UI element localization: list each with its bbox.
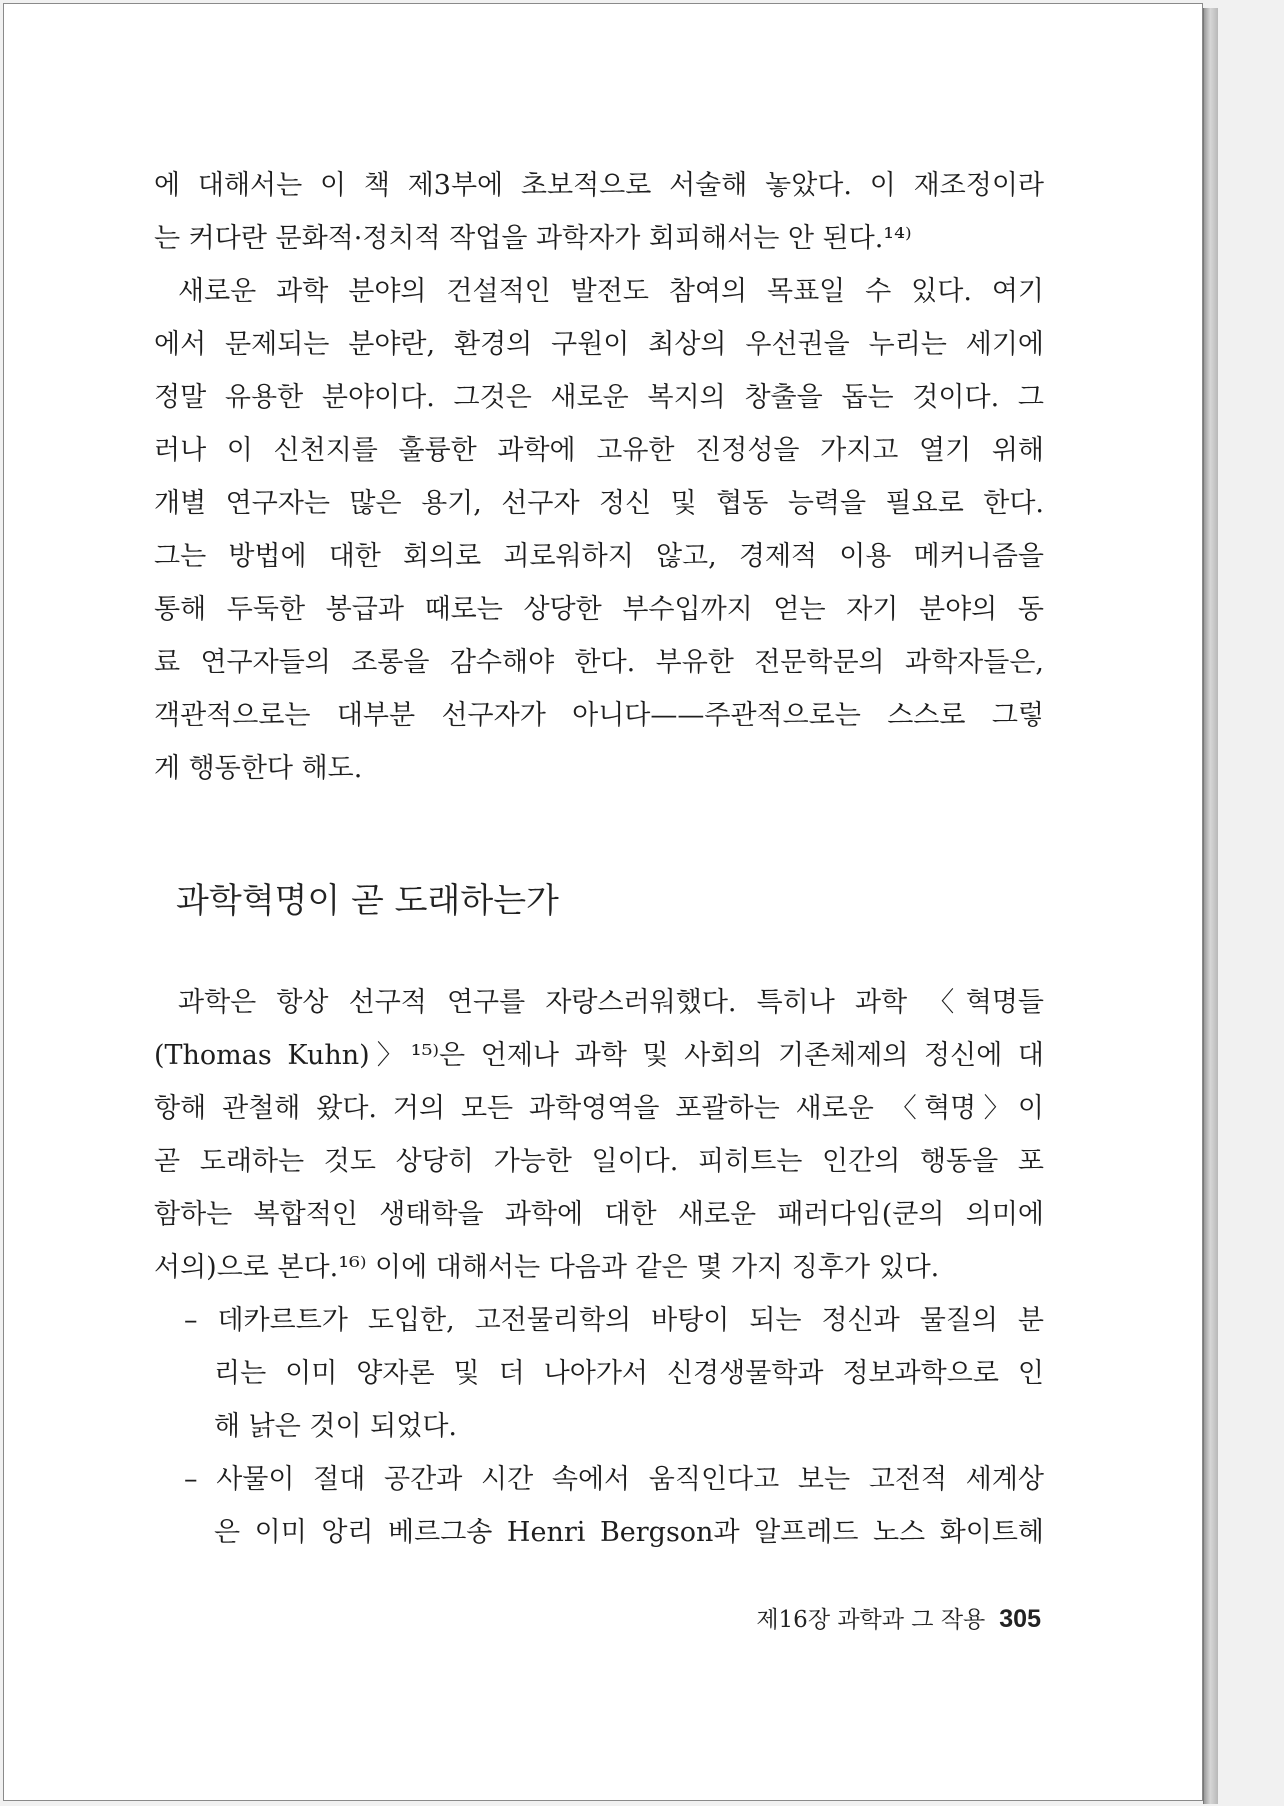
text-line: 러나 이 신천지를 훌륭한 과학에 고유한 진정성을 가지고 열기 위해 — [154, 435, 1044, 466]
text-line: 새로운 과학 분야의 건설적인 발전도 참여의 목표일 수 있다. 여기 — [178, 276, 1044, 307]
bullet-line: 해 낡은 것이 되었다. — [214, 1411, 457, 1442]
text-line: 곧 도래하는 것도 상당히 가능한 일이다. 피히트는 인간의 행동을 포 — [154, 1146, 1044, 1177]
text-line: 에서 문제되는 분야란, 환경의 구원이 최상의 우선권을 누리는 세기에 — [154, 329, 1044, 360]
body-text-bottom — [154, 976, 1044, 1559]
text-line: 는 커다란 문화적·정치적 작업을 과학자가 회피해서는 안 된다.¹⁴⁾ — [154, 223, 912, 254]
text-line: 통해 두둑한 봉급과 때로는 상당한 부수입까지 얻는 자기 분야의 동 — [154, 594, 1044, 625]
text-line: 과학은 항상 선구적 연구를 자랑스러워했다. 특히나 과학 〈혁명들 — [178, 987, 1044, 1018]
chapter-title: 제16장 과학과 그 작용 — [756, 1607, 986, 1633]
bullet-line: 은 이미 앙리 베르그송 Henri Bergson과 알프레드 노스 화이트헤 — [214, 1517, 1044, 1548]
text-line: 객관적으로는 대부분 선구자가 아니다——주관적으로는 스스로 그렇 — [154, 700, 1044, 731]
text-line: 그는 방법에 대한 회의로 괴로워하지 않고, 경제적 이용 메커니즘을 — [154, 541, 1044, 572]
body-text-top — [154, 159, 1044, 795]
page-footer — [756, 1599, 1041, 1640]
text-line: 함하는 복합적인 생태학을 과학에 대한 새로운 패러다임(쿤의 의미에 — [154, 1199, 1044, 1230]
book-page — [3, 3, 1203, 1801]
bullet-line: 리는 이미 양자론 및 더 나아가서 신경생물학과 정보과학으로 인 — [214, 1358, 1044, 1389]
text-line: 게 행동한다 해도. — [154, 753, 363, 784]
bullet-line: – 사물이 절대 공간과 시간 속에서 움직인다고 보는 고전적 세계상 — [184, 1464, 1044, 1495]
text-line: 에 대해서는 이 책 제3부에 초보적으로 서술해 놓았다. 이 재조정이라 — [154, 170, 1044, 201]
text-line: 료 연구자들의 조롱을 감수해야 한다. 부유한 전문학문의 과학자들은, — [154, 647, 1044, 678]
text-line: 서의)으로 본다.¹⁶⁾ 이에 대해서는 다음과 같은 몇 가지 징후가 있다. — [154, 1252, 940, 1283]
page-stack-edge — [1203, 8, 1218, 1804]
text-line: 정말 유용한 분야이다. 그것은 새로운 복지의 창출을 돕는 것이다. 그 — [154, 382, 1044, 413]
text-line: (Thomas Kuhn)〉¹⁵⁾은 언제나 과학 및 사회의 기존체제의 정신에 대 — [154, 1040, 1044, 1071]
bullet-line: – 데카르트가 도입한, 고전물리학의 바탕이 되는 정신과 물질의 분 — [184, 1305, 1044, 1336]
text-line: 개별 연구자는 많은 용기, 선구자 정신 및 협동 능력을 필요로 한다. — [154, 488, 1044, 519]
page-number: 305 — [999, 1605, 1041, 1633]
text-line: 항해 관철해 왔다. 거의 모든 과학영역을 포괄하는 새로운 〈혁명〉이 — [154, 1093, 1044, 1124]
section-heading: 과학혁명이 곧 도래하는가 — [176, 881, 559, 921]
